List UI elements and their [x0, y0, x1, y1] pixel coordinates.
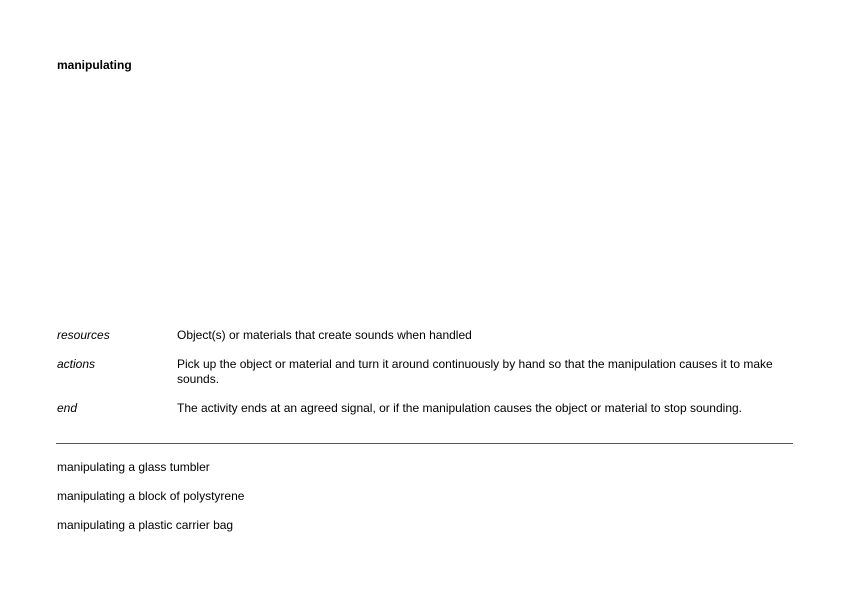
field-value-end: The activity ends at an agreed signal, or if the manipulation causes the object or material to stop sounding. [177, 401, 742, 415]
example-item: manipulating a block of polystyrene [57, 489, 245, 503]
field-actions [57, 357, 792, 387]
field-end [57, 401, 792, 416]
example-item: manipulating a plastic carrier bag [57, 518, 234, 532]
field-label-actions: actions [57, 357, 96, 371]
field-label-resources: resources [57, 328, 110, 342]
field-value-actions: Pick up the object or material and turn it around continuously by hand so that the manipulation causes it to make sounds. [177, 357, 773, 386]
page-title: manipulating [57, 58, 132, 72]
example-item: manipulating a glass tumbler [57, 460, 210, 474]
field-resources [57, 328, 792, 343]
field-value-resources: Object(s) or materials that create sounds when handled [177, 328, 472, 342]
field-label-end: end [57, 401, 78, 415]
section-divider [56, 443, 793, 444]
